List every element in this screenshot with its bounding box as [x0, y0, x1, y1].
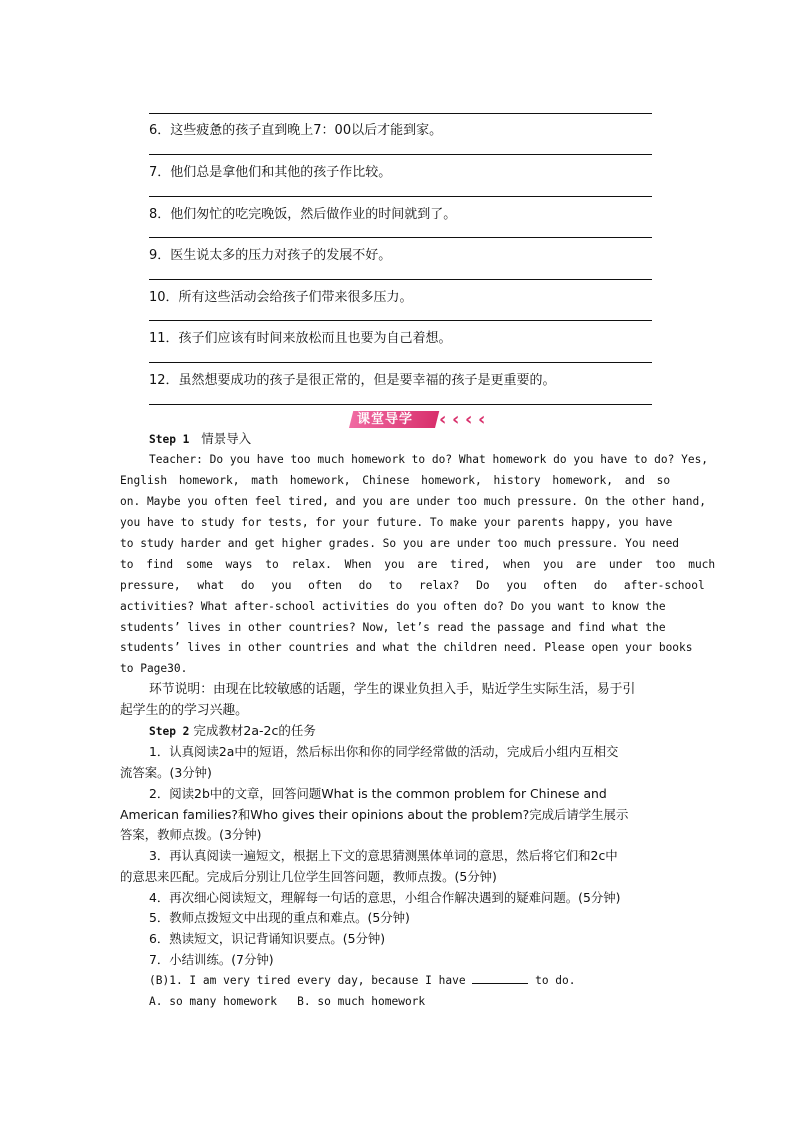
- teacher-line: Teacher: Do you have too much homework to do? What homework do you have to do? Yes,: [149, 453, 709, 466]
- task-line: 2．阅读2b中的文章，回答问题What is the common problem for Chinese and: [149, 786, 607, 801]
- answer-line: [149, 113, 652, 114]
- chevron-left-icon: ‹: [452, 409, 460, 430]
- teacher-line: to Page30.: [120, 662, 188, 675]
- teacher-line: students’ lives in other countries and what the children need. Please open your books: [120, 641, 693, 654]
- step2-title: 完成教材2a-2c的任务: [193, 723, 316, 738]
- answer-line: [149, 279, 652, 280]
- step1-note-line: 起学生的的学习兴趣。: [120, 703, 248, 718]
- task-line: 流答案。(3分钟): [120, 765, 212, 780]
- task-line: 4．再次细心阅读短文，理解每一句话的意思，小组合作解决遇到的疑难问题。(5分钟): [149, 890, 621, 905]
- section-banner: [349, 411, 489, 429]
- sentence-7: 7．他们总是拿他们和其他的孩子作比较。: [149, 165, 392, 180]
- step1-heading: [149, 429, 251, 450]
- task-line: American families?和Who gives their opinions about the problem?完成后请学生展示: [120, 807, 629, 822]
- answer-line: [149, 237, 652, 238]
- sentence-8: 8．他们匆忙的吃完晚饭，然后做作业的时间就到了。: [149, 207, 457, 222]
- task-line: 7．小结训练。(7分钟): [149, 952, 274, 967]
- sentence-12: 12．虽然想要成功的孩子是很正常的，但是要幸福的孩子是更重要的。: [149, 373, 556, 388]
- teacher-line: students’ lives in other countries? Now, let’s read the passage and find what the: [120, 621, 666, 634]
- exercise-options: A. so many homework B. so much homework: [149, 995, 426, 1008]
- task-line: 3．再认真阅读一遍短文，根据上下文的意思猜测黑体单词的意思，然后将它们和2c中: [149, 848, 618, 863]
- teacher-line: English homework, math homework, Chinese homework, history homework, and so: [120, 474, 671, 487]
- teacher-line: pressure, what do you often do to relax? Do you often do after-school: [120, 579, 705, 592]
- answer-line: [149, 404, 652, 405]
- chevron-left-icon: ‹: [478, 409, 486, 430]
- banner-title: 课堂导学: [357, 412, 414, 427]
- sentence-11: 11．孩子们应该有时间来放松而且也要为自己着想。: [149, 331, 452, 346]
- teacher-line: to find some ways to relax. When you are tired, when you are under too much: [120, 558, 716, 571]
- chevron-left-icon: ‹: [465, 409, 473, 430]
- answer-blank: [472, 972, 528, 984]
- exercise-suffix: to do.: [535, 974, 576, 987]
- sentence-10: 10．所有这些活动会给孩子们带来很多压力。: [149, 290, 413, 305]
- sentence-6: 6．这些疲惫的孩子直到晚上7：00以后才能到家。: [149, 123, 443, 138]
- answer-line: [149, 154, 652, 155]
- chevron-left-icon: ‹: [439, 409, 447, 430]
- exercise-prefix: (B)1. I am very tired every day, because I have: [149, 974, 466, 987]
- step2-label: Step 2: [149, 725, 190, 738]
- step1-title: 情景导入: [201, 431, 252, 446]
- answer-line: [149, 362, 652, 363]
- step1-note-line: 环节说明：由现在比较敏感的话题，学生的课业负担入手，贴近学生实际生活，易于引: [149, 682, 636, 697]
- teacher-line: to study harder and get higher grades. So you are under too much pressure. You need: [120, 537, 680, 550]
- step2-heading: [149, 721, 316, 742]
- teacher-line: on. Maybe you often feel tired, and you are under too much pressure. On the other hand,: [120, 495, 706, 508]
- sentence-9: 9．医生说太多的压力对孩子的发展不好。: [149, 248, 392, 263]
- answer-line: [149, 320, 652, 321]
- task-line: 1．认真阅读2a中的短语，然后标出你和你的同学经常做的活动，完成后小组内互相交: [149, 744, 619, 759]
- task-line: 6．熟读短文，识记背诵知识要点。(5分钟): [149, 931, 386, 946]
- exercise-question: [149, 971, 576, 991]
- teacher-line: you have to study for tests, for your future. To make your parents happy, you have: [120, 516, 673, 529]
- task-line: 答案，教师点拨。(3分钟): [120, 827, 262, 842]
- step1-label: Step 1: [149, 433, 190, 446]
- task-line: 5．教师点拨短文中出现的重点和难点。(5分钟): [149, 910, 410, 925]
- teacher-line: activities? What after-school activities do you often do? Do you want to know the: [120, 600, 666, 613]
- answer-line: [149, 196, 652, 197]
- task-line: 的意思来匹配。完成后分别让几位学生回答问题，教师点拨。(5分钟): [120, 869, 497, 884]
